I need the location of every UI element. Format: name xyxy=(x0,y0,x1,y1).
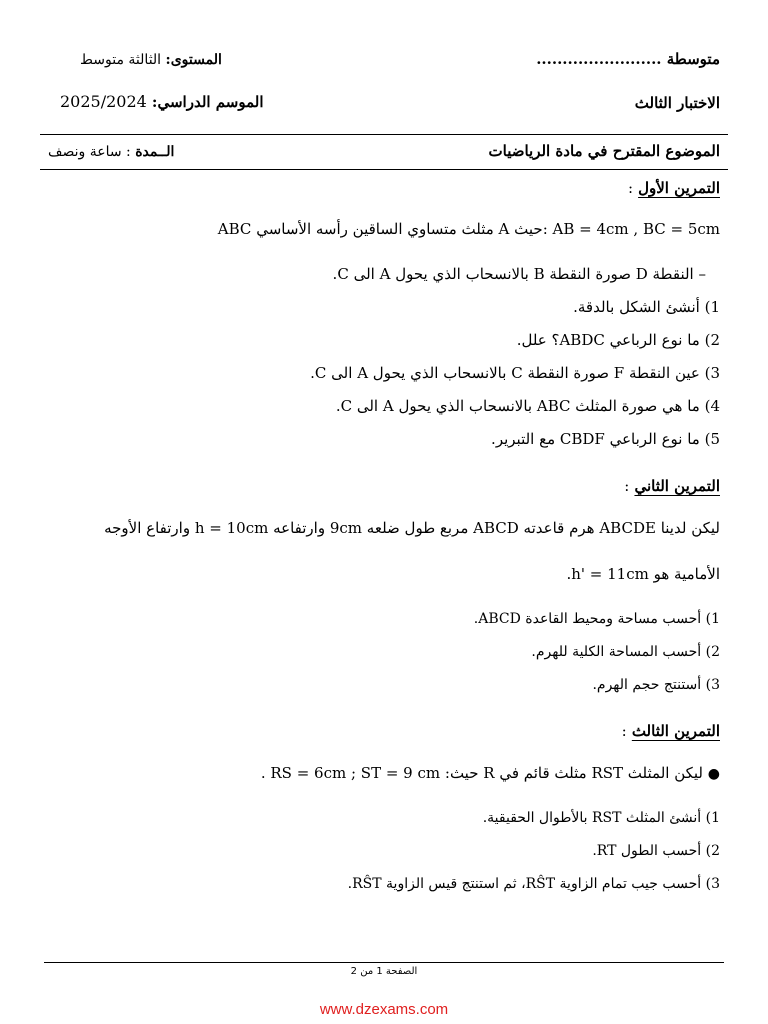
duration-info xyxy=(48,144,174,160)
site-url-link[interactable]: www.dzexams.com xyxy=(319,1001,449,1018)
level-value: الثالثة متوسط xyxy=(80,52,162,68)
exercise1-q3: 3) عين النقطة F صورة النقطة C بالانسحاب الذي يحول A الى C. xyxy=(310,364,720,382)
exercise1-intro: ABC مثلث متساوي الساقين رأسه الأساسي A حيث: AB = 4cm , BC = 5cm xyxy=(217,220,720,238)
exercise3-heading xyxy=(622,721,720,740)
season-info xyxy=(60,92,263,111)
exercise1-heading xyxy=(628,178,720,197)
school-label-text: متوسطة xyxy=(666,50,720,68)
exercise1-q5: 5) ما نوع الرباعي CBDF مع التبرير. xyxy=(491,430,720,448)
exercise1-title-colon: : xyxy=(627,179,633,197)
header-divider-top xyxy=(40,134,728,135)
level-info xyxy=(80,52,222,68)
exercise3-title-colon: : xyxy=(621,722,627,740)
duration-label: الــمدة xyxy=(135,144,175,160)
exercise3-q2: 2) أحسب الطول RT. xyxy=(592,843,720,859)
exercise2-title-colon: : xyxy=(624,477,630,495)
school-name-dots: ........................ xyxy=(536,50,662,68)
subject-title: الموضوع المقترح في مادة الرياضيات xyxy=(488,142,720,160)
exercise3-q1: 1) أنشئ المثلث RST بالأطوال الحقيقية. xyxy=(482,810,720,826)
footer-divider xyxy=(44,962,724,963)
header-divider-bottom xyxy=(40,169,728,170)
exercise2-intro-line1: ليكن لدينا ABCDE هرم قاعدته ABCD مربع طول ضلعه 9cm وارتفاعه h = 10cm وارتفاع الأوجه xyxy=(104,519,720,537)
bullet-icon: ● xyxy=(707,766,720,782)
exercise2-q3: 3) أستنتج حجم الهرم. xyxy=(592,677,720,693)
exercise3-title: التمرين الثالث xyxy=(631,722,720,740)
exam-title: الاختبار الثالث xyxy=(634,94,720,112)
exercise2-intro-line2: الأمامية هو h' = 11cm. xyxy=(566,565,720,583)
exercise2-heading xyxy=(624,476,720,495)
level-label: المستوى: xyxy=(165,52,222,68)
exercise3-q3: 3) أحسب جيب تمام الزاوية RŜT، ثم استنتج قيس الزاوية RŜT. xyxy=(347,876,720,892)
exercise1-dash-item: – النقطة D صورة النقطة B بالانسحاب الذي يحول A الى C. xyxy=(332,265,706,283)
exercise1-title: التمرين الأول xyxy=(638,179,720,197)
school-label xyxy=(536,50,720,68)
exercise2-q1: 1) أحسب مساحة ومحيط القاعدة ABCD. xyxy=(473,611,720,627)
exercise2-q2: 2) أحسب المساحة الكلية للهرم. xyxy=(531,644,720,660)
exercise1-q4: 4) ما هي صورة المثلث ABC بالانسحاب الذي يحول A الى C. xyxy=(335,397,720,415)
season-label: الموسم الدراسي: xyxy=(151,93,264,111)
exercise2-title: التمرين الثاني xyxy=(634,477,720,495)
exercise1-q1: 1) أنشئ الشكل بالدقة. xyxy=(573,298,720,316)
page-number: الصفحة 1 من 2 xyxy=(350,966,418,977)
exercise3-intro-text: ليكن المثلث RST مثلث قائم في R حيث: RS = 6cm ; ST = 9 cm . xyxy=(260,764,703,782)
duration-value: : ساعة ونصف xyxy=(48,144,131,160)
season-value: 2025/2024 xyxy=(60,92,147,111)
exercise1-q2: 2) ما نوع الرباعي ABDC؟ علل. xyxy=(516,331,720,349)
exercise3-intro xyxy=(48,764,720,782)
